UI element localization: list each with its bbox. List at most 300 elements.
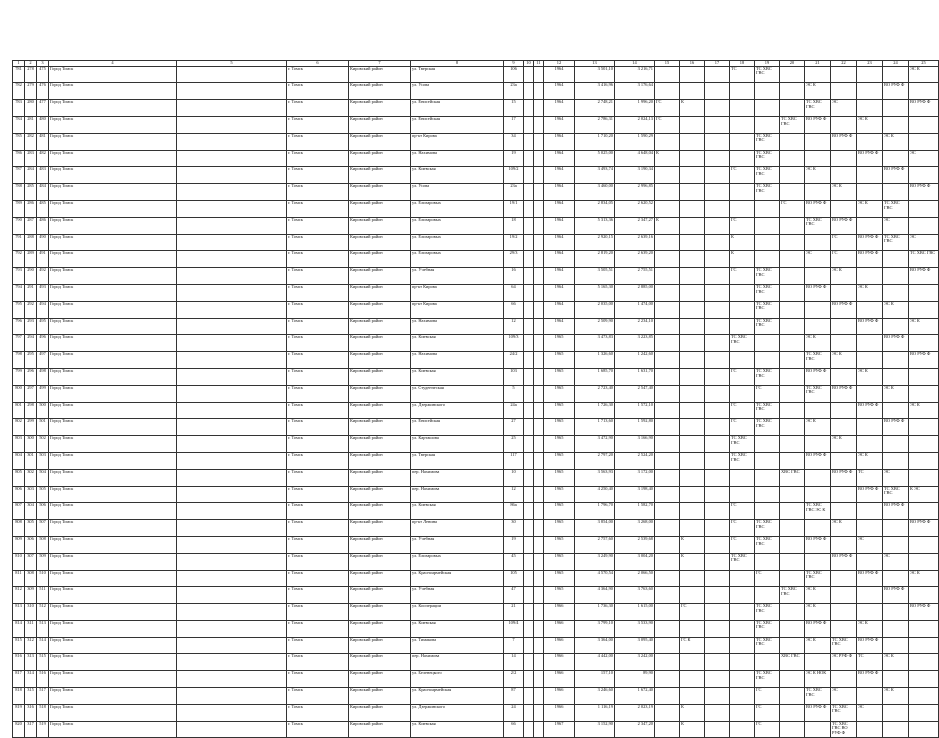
table-cell: 1 590,29 bbox=[615, 133, 655, 150]
table-cell: 1966 bbox=[544, 671, 575, 688]
table-cell bbox=[755, 251, 780, 268]
table-cell bbox=[857, 268, 883, 285]
table-cell bbox=[534, 604, 544, 621]
table-cell: 480 bbox=[37, 116, 49, 133]
table-cell: 808 bbox=[13, 520, 25, 537]
table-cell: 299 bbox=[25, 419, 37, 436]
table-cell bbox=[177, 83, 287, 100]
table-cell: 4 250,40 bbox=[575, 486, 615, 503]
table-cell: г. Томск bbox=[287, 116, 349, 133]
table-cell bbox=[857, 335, 883, 352]
table-cell bbox=[831, 318, 857, 335]
table-cell: 1964 bbox=[544, 217, 575, 234]
table-cell: 2 035,00 bbox=[575, 301, 615, 318]
table-cell: ул. Киевская bbox=[411, 335, 504, 352]
table-cell bbox=[857, 553, 883, 570]
table-cell: ЭС К bbox=[805, 587, 831, 604]
table-cell: г. Томск bbox=[287, 268, 349, 285]
table-cell bbox=[534, 385, 544, 402]
table-cell: ТС ХВС ГВС bbox=[730, 553, 755, 570]
table-cell: Кировский район bbox=[349, 587, 411, 604]
table-cell bbox=[883, 368, 909, 385]
table-cell: Город Томск bbox=[49, 436, 177, 453]
table-cell bbox=[655, 200, 680, 217]
table-cell bbox=[680, 116, 705, 133]
table-cell: ВО РУФ Ф bbox=[805, 200, 831, 217]
table-cell: 304 bbox=[25, 503, 37, 520]
table-cell bbox=[524, 83, 534, 100]
table-cell bbox=[730, 184, 755, 201]
table-cell: 1966 bbox=[544, 637, 575, 654]
table-cell bbox=[177, 352, 287, 369]
table-cell: Кировский район bbox=[349, 536, 411, 553]
table-cell: 481 bbox=[37, 133, 49, 150]
table-cell bbox=[177, 301, 287, 318]
table-cell bbox=[730, 704, 755, 721]
table-cell: ВО РУФ Ф bbox=[883, 503, 909, 520]
table-cell: ул. Киевская bbox=[411, 620, 504, 637]
table-cell bbox=[177, 284, 287, 301]
table-cell: 2 023,19 bbox=[615, 704, 655, 721]
table-cell: 1 672,40 bbox=[615, 688, 655, 705]
table-cell bbox=[177, 637, 287, 654]
table-cell: 309 bbox=[25, 587, 37, 604]
table-cell: 298 bbox=[25, 402, 37, 419]
table-cell bbox=[177, 553, 287, 570]
table-cell: ТС ХВС ГВС bbox=[805, 570, 831, 587]
table-cell bbox=[831, 536, 857, 553]
table-cell bbox=[730, 721, 755, 738]
table-cell bbox=[780, 486, 805, 503]
table-cell: Кировский район bbox=[349, 704, 411, 721]
table-cell: ЭС К bbox=[909, 402, 939, 419]
table-cell bbox=[909, 721, 939, 738]
table-cell: г. Томск bbox=[287, 486, 349, 503]
table-cell: 1 726,30 bbox=[575, 402, 615, 419]
table-cell: 1 474,00 bbox=[615, 301, 655, 318]
table-cell: 509 bbox=[37, 553, 49, 570]
table-cell bbox=[857, 436, 883, 453]
table-cell bbox=[780, 436, 805, 453]
table-cell: 19 bbox=[504, 150, 524, 167]
table-cell: 313 bbox=[25, 654, 37, 671]
table-cell bbox=[655, 721, 680, 738]
table-cell bbox=[730, 200, 755, 217]
table-cell bbox=[857, 133, 883, 150]
table-cell bbox=[177, 368, 287, 385]
table-cell: 5 313,36 bbox=[575, 217, 615, 234]
table-cell: 24а bbox=[504, 402, 524, 419]
table-cell bbox=[534, 150, 544, 167]
table-cell: Кировский район bbox=[349, 553, 411, 570]
table-cell: Город Томск bbox=[49, 133, 177, 150]
table-cell: ул. Елизаровых bbox=[411, 234, 504, 251]
table-cell bbox=[680, 251, 705, 268]
table-cell bbox=[755, 654, 780, 671]
table-cell bbox=[655, 436, 680, 453]
table-cell bbox=[524, 620, 534, 637]
table-cell: пр-кт Кирова bbox=[411, 301, 504, 318]
table-cell: 1965 bbox=[544, 536, 575, 553]
table-cell: пр-кт Кирова bbox=[411, 133, 504, 150]
table-cell: ВО РУФ Ф bbox=[909, 604, 939, 621]
table-cell bbox=[909, 620, 939, 637]
table-cell: 1965 bbox=[544, 486, 575, 503]
table-cell: 795 bbox=[13, 301, 25, 318]
table-cell bbox=[177, 654, 287, 671]
table-cell: Город Томск bbox=[49, 301, 177, 318]
table-cell: 2 547,40 bbox=[615, 385, 655, 402]
table-cell bbox=[805, 520, 831, 537]
table-cell: 3 216,71 bbox=[615, 66, 655, 83]
table-cell: ул. Дзержинского bbox=[411, 704, 504, 721]
table-cell: Кировский район bbox=[349, 83, 411, 100]
table-cell: ул. Нахимова bbox=[411, 318, 504, 335]
table-cell: 4 570,54 bbox=[575, 570, 615, 587]
table-cell: г. Томск bbox=[287, 469, 349, 486]
table-cell bbox=[534, 587, 544, 604]
table-cell: Кировский район bbox=[349, 486, 411, 503]
table-cell: Город Томск bbox=[49, 251, 177, 268]
table-cell: 502 bbox=[37, 436, 49, 453]
table-cell bbox=[883, 536, 909, 553]
table-cell: 18 bbox=[504, 217, 524, 234]
table-cell: Город Томск bbox=[49, 150, 177, 167]
table-cell: ЭС bbox=[883, 217, 909, 234]
table-cell: Город Томск bbox=[49, 419, 177, 436]
table-cell: г. Томск bbox=[287, 620, 349, 637]
table-cell: ГС bbox=[755, 570, 780, 587]
table-cell: ул. Тверская bbox=[411, 66, 504, 83]
table-cell: 3 799,10 bbox=[575, 620, 615, 637]
table-cell: ЭС К bbox=[857, 116, 883, 133]
table-cell: ГС bbox=[730, 268, 755, 285]
table-cell bbox=[534, 251, 544, 268]
table-cell: Кировский район bbox=[349, 335, 411, 352]
table-cell bbox=[730, 133, 755, 150]
table-cell bbox=[524, 520, 534, 537]
table-cell: ТС ХВС ГВС bbox=[755, 318, 780, 335]
table-cell: 803 bbox=[13, 436, 25, 453]
table-row bbox=[13, 704, 939, 721]
table-cell: г. Томск bbox=[287, 335, 349, 352]
table-cell: 495 bbox=[37, 318, 49, 335]
table-cell bbox=[524, 217, 534, 234]
table-cell bbox=[909, 436, 939, 453]
table-cell bbox=[655, 688, 680, 705]
table-cell: 24/2 bbox=[504, 352, 524, 369]
table-cell: 516 bbox=[37, 671, 49, 688]
table-cell bbox=[524, 268, 534, 285]
table-cell: г. Томск bbox=[287, 536, 349, 553]
table-cell: 34 bbox=[504, 133, 524, 150]
table-cell: 788 bbox=[13, 184, 25, 201]
table-cell bbox=[177, 671, 287, 688]
column-number: 3 bbox=[37, 61, 49, 67]
table-cell bbox=[755, 217, 780, 234]
table-cell: г. Томск bbox=[287, 284, 349, 301]
table-cell bbox=[805, 133, 831, 150]
table-cell: 812 bbox=[13, 587, 25, 604]
table-row bbox=[13, 688, 939, 705]
table-cell: ТС ХВС ГВС bbox=[755, 66, 780, 83]
table-cell bbox=[655, 301, 680, 318]
table-cell: г. Томск bbox=[287, 200, 349, 217]
table-cell: 3 242,00 bbox=[615, 654, 655, 671]
column-number: 10 bbox=[524, 61, 534, 67]
table-cell: 1966 bbox=[544, 654, 575, 671]
table-cell: ГС bbox=[831, 251, 857, 268]
table-row bbox=[13, 587, 939, 604]
table-cell bbox=[177, 268, 287, 285]
table-cell: Кировский район bbox=[349, 671, 411, 688]
table-cell: 500 bbox=[37, 402, 49, 419]
table-cell bbox=[680, 469, 705, 486]
table-cell bbox=[705, 486, 730, 503]
table-cell: 297 bbox=[25, 385, 37, 402]
table-cell bbox=[705, 150, 730, 167]
table-cell bbox=[177, 536, 287, 553]
table-cell: ЭС К bbox=[831, 520, 857, 537]
table-cell: 3 533,90 bbox=[615, 620, 655, 637]
column-number: 17 bbox=[705, 61, 730, 67]
column-number: 6 bbox=[287, 61, 349, 67]
table-cell: ГС bbox=[755, 704, 780, 721]
table-cell: г. Томск bbox=[287, 688, 349, 705]
table-cell bbox=[831, 503, 857, 520]
table-cell: 23а bbox=[504, 184, 524, 201]
table-cell bbox=[534, 620, 544, 637]
table-cell bbox=[177, 469, 287, 486]
table-cell bbox=[524, 436, 534, 453]
table-cell: ЭС К bbox=[805, 637, 831, 654]
table-cell: 5 bbox=[504, 385, 524, 402]
table-cell: 3 493,74 bbox=[575, 167, 615, 184]
table-cell bbox=[857, 167, 883, 184]
table-cell bbox=[534, 637, 544, 654]
table-cell bbox=[177, 234, 287, 251]
table-cell bbox=[883, 620, 909, 637]
table-cell: 484 bbox=[37, 184, 49, 201]
table-cell bbox=[534, 671, 544, 688]
table-cell bbox=[705, 436, 730, 453]
table-row bbox=[13, 520, 939, 537]
table-cell bbox=[705, 66, 730, 83]
table-cell bbox=[534, 184, 544, 201]
table-cell: 3 004,20 bbox=[615, 553, 655, 570]
table-cell: 1 996,20 bbox=[615, 100, 655, 117]
table-row bbox=[13, 66, 939, 83]
table-cell: ЭС К bbox=[805, 167, 831, 184]
table-cell bbox=[909, 133, 939, 150]
table-cell bbox=[780, 184, 805, 201]
table-cell: 2 509,90 bbox=[575, 318, 615, 335]
table-cell: ул. Елизаровых bbox=[411, 217, 504, 234]
table-cell: 1965 bbox=[544, 520, 575, 537]
table-cell: 804 bbox=[13, 452, 25, 469]
table-cell: 519 bbox=[37, 721, 49, 738]
table-cell bbox=[705, 721, 730, 738]
table-cell: ЭС bbox=[857, 536, 883, 553]
table-cell: Город Томск bbox=[49, 486, 177, 503]
table-cell: 1965 bbox=[544, 335, 575, 352]
table-cell bbox=[524, 167, 534, 184]
table-cell: 1 242,60 bbox=[615, 352, 655, 369]
table-cell: 1 796,70 bbox=[575, 503, 615, 520]
table-cell: 1964 bbox=[544, 66, 575, 83]
table-cell bbox=[780, 318, 805, 335]
table-cell bbox=[831, 167, 857, 184]
table-cell bbox=[177, 620, 287, 637]
table-cell: ЭС bbox=[909, 150, 939, 167]
table-cell bbox=[805, 553, 831, 570]
table-cell bbox=[780, 385, 805, 402]
table-cell: 281 bbox=[25, 116, 37, 133]
table-cell bbox=[655, 452, 680, 469]
table-cell: ТС ХВС ГВС bbox=[755, 671, 780, 688]
table-cell: г. Томск bbox=[287, 452, 349, 469]
table-cell bbox=[780, 234, 805, 251]
table-cell bbox=[524, 671, 534, 688]
table-cell bbox=[534, 469, 544, 486]
table-cell: 109/3 bbox=[504, 335, 524, 352]
table-row bbox=[13, 318, 939, 335]
table-cell: ВО РУФ Ф bbox=[831, 217, 857, 234]
table-cell: 117 bbox=[504, 452, 524, 469]
table-cell: ул. Киевская bbox=[411, 167, 504, 184]
table-cell bbox=[831, 150, 857, 167]
table-cell: ТС ХВС ГВС bbox=[755, 536, 780, 553]
table-cell: ВО РУФ Ф bbox=[857, 251, 883, 268]
table-cell bbox=[780, 301, 805, 318]
table-cell bbox=[909, 536, 939, 553]
table-cell: 2 757,60 bbox=[575, 536, 615, 553]
table-cell: 3 249,90 bbox=[575, 553, 615, 570]
table-cell: 483 bbox=[37, 167, 49, 184]
table-cell bbox=[655, 671, 680, 688]
table-cell bbox=[177, 66, 287, 83]
table-cell: г. Томск bbox=[287, 671, 349, 688]
table-cell bbox=[534, 284, 544, 301]
table-cell: 1966 bbox=[544, 620, 575, 637]
table-cell bbox=[883, 284, 909, 301]
table-cell: Город Томск bbox=[49, 368, 177, 385]
table-cell: Город Томск bbox=[49, 318, 177, 335]
table-cell: Город Томск bbox=[49, 570, 177, 587]
table-cell bbox=[909, 671, 939, 688]
table-cell: 1964 bbox=[544, 200, 575, 217]
table-cell: 1 592,80 bbox=[615, 419, 655, 436]
table-cell: 3 763,60 bbox=[615, 587, 655, 604]
table-cell: ЭС К bbox=[857, 620, 883, 637]
table-cell: 3 505,51 bbox=[575, 268, 615, 285]
table-cell: 1965 bbox=[544, 587, 575, 604]
table-cell bbox=[755, 83, 780, 100]
table-cell: ЭС bbox=[909, 234, 939, 251]
table-cell: ВО РУФ Ф bbox=[805, 452, 831, 469]
table-row bbox=[13, 469, 939, 486]
table-cell: 3 473,83 bbox=[575, 335, 615, 352]
table-cell bbox=[805, 184, 831, 201]
table-cell: ТС ХВС ГВС bbox=[780, 587, 805, 604]
table-cell bbox=[524, 553, 534, 570]
table-cell: К ЭС bbox=[909, 486, 939, 503]
table-cell: ТС bbox=[857, 469, 883, 486]
table-cell bbox=[705, 570, 730, 587]
table-cell: 285 bbox=[25, 184, 37, 201]
table-cell bbox=[177, 133, 287, 150]
table-cell: ТС ХВС ГВС bbox=[883, 486, 909, 503]
table-cell: ТС ХВС ГВС bbox=[883, 234, 909, 251]
column-number: 5 bbox=[177, 61, 287, 67]
table-cell bbox=[177, 419, 287, 436]
table-cell: 506 bbox=[37, 503, 49, 520]
table-row bbox=[13, 503, 939, 520]
table-cell: 5 165,30 bbox=[575, 284, 615, 301]
table-cell: ГС bbox=[730, 503, 755, 520]
column-number: 8 bbox=[411, 61, 504, 67]
table-cell bbox=[780, 133, 805, 150]
table-cell: 2 748,21 bbox=[575, 100, 615, 117]
table-cell: 1965 bbox=[544, 452, 575, 469]
table-cell: г. Томск bbox=[287, 251, 349, 268]
table-cell bbox=[730, 604, 755, 621]
table-cell bbox=[705, 83, 730, 100]
table-cell: 518 bbox=[37, 704, 49, 721]
table-cell: 491 bbox=[37, 251, 49, 268]
table-cell bbox=[705, 419, 730, 436]
table-cell bbox=[655, 604, 680, 621]
table-row bbox=[13, 167, 939, 184]
table-cell bbox=[534, 116, 544, 133]
table-cell bbox=[883, 150, 909, 167]
table-cell bbox=[883, 452, 909, 469]
table-cell: ВО РУФ Ф bbox=[857, 234, 883, 251]
table-cell bbox=[831, 604, 857, 621]
table-cell bbox=[177, 520, 287, 537]
table-cell: 1964 bbox=[544, 318, 575, 335]
table-cell: ГС bbox=[831, 234, 857, 251]
table-cell bbox=[730, 284, 755, 301]
table-cell: пр-кт Кирова bbox=[411, 284, 504, 301]
table-cell: 3 268,00 bbox=[615, 520, 655, 537]
table-cell: ТС ХВС ГВС bbox=[805, 217, 831, 234]
table-cell bbox=[730, 100, 755, 117]
table-cell: Кировский район bbox=[349, 318, 411, 335]
table-cell: г. Томск bbox=[287, 352, 349, 369]
table-cell: 3 854,00 bbox=[575, 520, 615, 537]
table-cell: 1 615,00 bbox=[615, 604, 655, 621]
table-cell: ул. Учебная bbox=[411, 587, 504, 604]
table-cell bbox=[857, 688, 883, 705]
table-cell bbox=[177, 402, 287, 419]
table-cell bbox=[524, 604, 534, 621]
table-cell bbox=[680, 284, 705, 301]
table-cell: 796 bbox=[13, 318, 25, 335]
table-cell bbox=[177, 503, 287, 520]
table-cell bbox=[655, 520, 680, 537]
table-cell: ВО РУФ Ф bbox=[909, 184, 939, 201]
table-cell: ВО РУФ Ф bbox=[857, 486, 883, 503]
table-cell: 791 bbox=[13, 234, 25, 251]
table-cell: 1964 bbox=[544, 116, 575, 133]
table-cell bbox=[909, 654, 939, 671]
table-cell bbox=[755, 452, 780, 469]
table-cell: 89,90 bbox=[615, 671, 655, 688]
table-cell bbox=[705, 335, 730, 352]
table-row bbox=[13, 352, 939, 369]
table-cell bbox=[755, 486, 780, 503]
